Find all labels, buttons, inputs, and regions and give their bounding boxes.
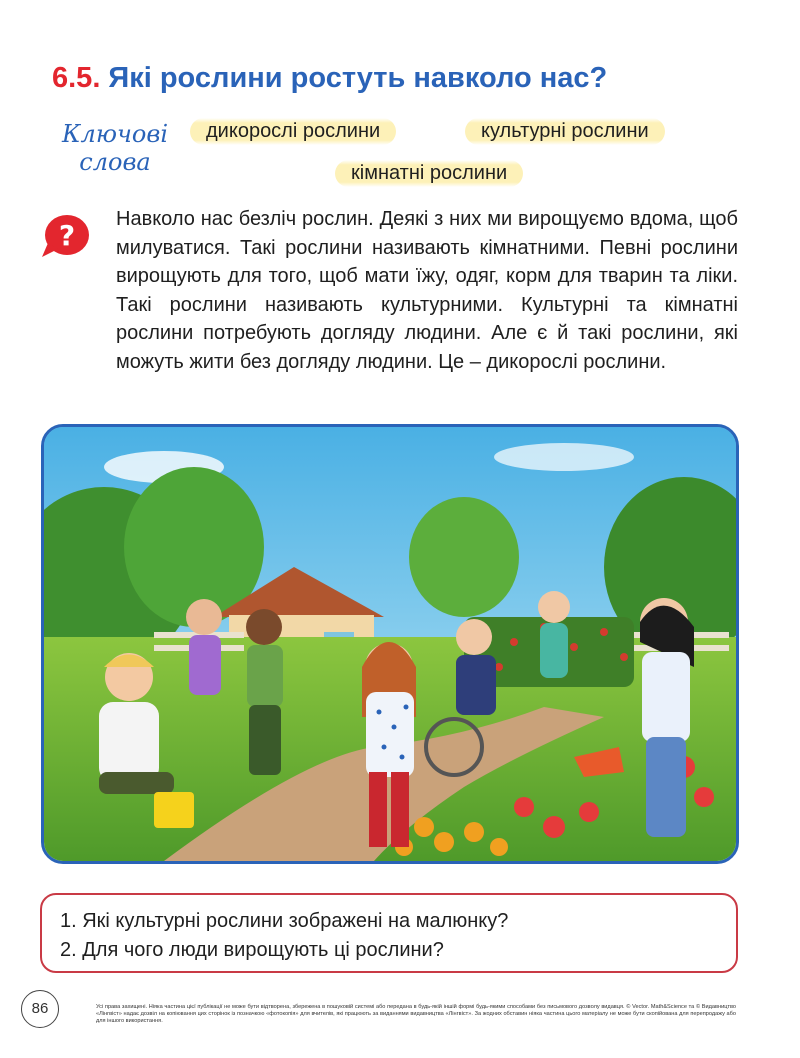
- page-title: [52, 62, 607, 95]
- keywords-label-line1: Ключові: [61, 120, 168, 148]
- page-number: 86: [21, 990, 59, 1028]
- svg-text:?: ?: [58, 219, 76, 252]
- keyword-indoor-plants: кімнатні рослини: [335, 160, 523, 187]
- keyword-cultivated-plants: культурні рослини: [465, 118, 665, 145]
- questions-box: [40, 893, 738, 973]
- question-mark-icon: [40, 213, 90, 259]
- section-number: 6.5.: [52, 62, 101, 94]
- question-2: 2. Для чого люди вирощують ці рослини?: [60, 939, 444, 961]
- copyright-footer: Усі права захищені. Ніяка частина цієї публікації не може бути відтворена, збережена в пошуковій системі або передана в будь-якій іншій формі будь-якими способами без письмового дозволу видавця. © Vector. Math&Science та © Видавництво «Лінгвіст» надає дозвіл на копіювання цих сторінок із позначкою «фотокопія» для вчителів, які працюють за виданнями видавництва «Лінгвіст». За жодних обставин ніяка частина цього матеріалу не може бути скопійована для перепродажу або для іншого використання.: [96, 1004, 736, 1024]
- keywords-label-line2: слова: [79, 148, 151, 176]
- keywords-label: [50, 120, 180, 176]
- garden-illustration: [41, 424, 739, 864]
- section-title: Які рослини ростуть навколо нас?: [108, 62, 608, 94]
- intro-paragraph: Навколо нас безліч рослин. Деякі з них ми вирощуємо вдома, щоб милуватися. Такі рослини називають кімнатними. Певні рослини вирощують для того, щоб мати їжу, одяг, корм для тварин та ліки. Такі рослини називають культурними. Культурні та кімнатні рослини потребують догляду людини. Але є й такі рослини, які можуть жити без догляду людини. Це – дикорослі рослини.: [116, 208, 738, 373]
- question-1: 1. Які культурні рослини зображені на малюнку?: [60, 910, 509, 932]
- keyword-wild-plants: дикорослі рослини: [190, 118, 396, 145]
